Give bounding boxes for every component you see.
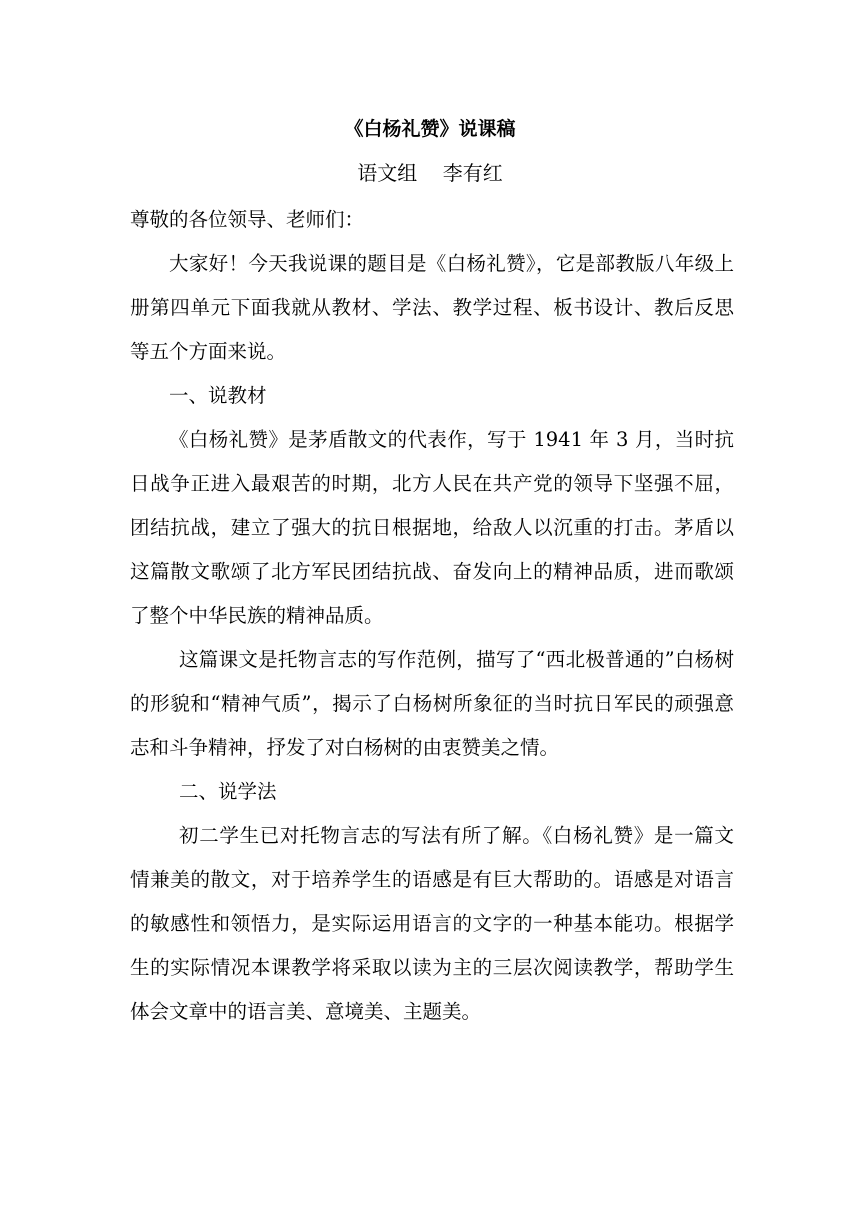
salutation: 尊敬的各位领导、老师们：	[130, 208, 365, 231]
paragraph-textbook-theme: 这篇课文是托物言志的写作范例，描写了“西北极普通的”白杨树的形貌和“精神气质”，揭示了白杨树所象征的当时抗日军民的顽强意志和斗争精神，抒发了对白杨树的由衷赞美之情。	[130, 648, 734, 759]
document-body	[130, 198, 734, 1034]
section-heading-textbook: 一、说教材	[169, 384, 267, 407]
paragraph-learning-method: 初二学生已对托物言志的写法有所了解。《白杨礼赞》是一篇文情兼美的散文，对于培养学生的语感是有巨大帮助的。语感是对语言的敏感性和领悟力，是实际运用语言的文字的一种基本能功。根据学生的实际情况本课教学将采取以读为主的三层次阅读教学，帮助学生体会文章中的语言美、意境美、主题美。	[130, 824, 734, 1023]
document-title: 《白杨礼赞》说课稿	[344, 118, 516, 140]
author-line: 语文组 李有红	[357, 161, 503, 185]
section-heading-learning-method: 二、说学法	[179, 780, 277, 803]
paragraph-textbook-background: 《白杨礼赞》是茅盾散文的代表作，写于 1941 年 3 月，当时抗日战争正进入最艰苦的时期，北方人民在共产党的领导下坚强不屈，团结抗战，建立了强大的抗日根据地，给敌人以沉重的打击。茅盾以这篇散文歌颂了北方军民团结抗战、奋发向上的精神品质，进而歌颂了整个中华民族的精神品质。	[130, 428, 734, 627]
paragraph-intro: 大家好！今天我说课的题目是《白杨礼赞》，它是部教版八年级上册第四单元下面我就从教材、学法、教学过程、板书设计、教后反思等五个方面来说。	[130, 252, 734, 363]
